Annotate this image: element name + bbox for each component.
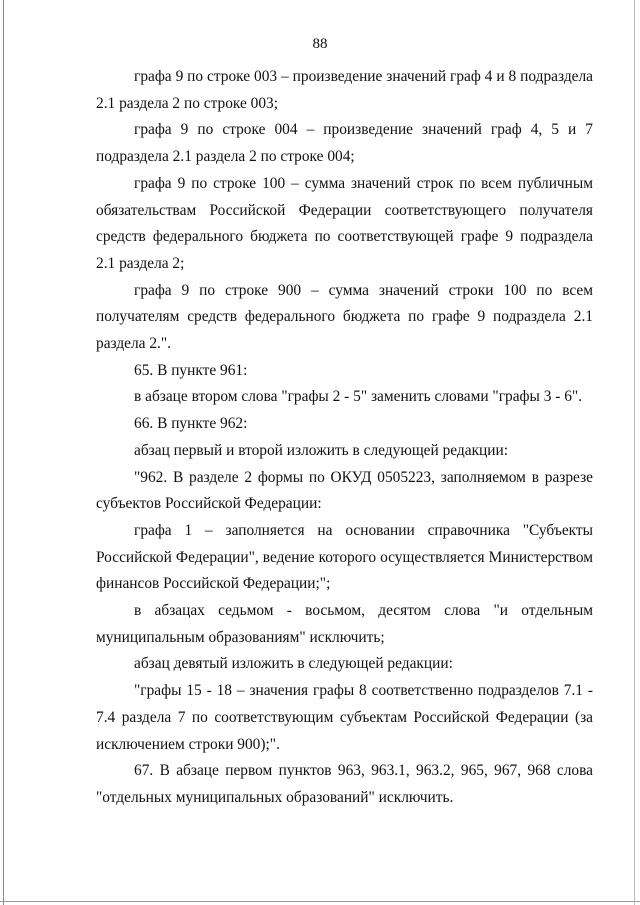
paragraph-grafa-9-stroka-900: графа 9 по строке 900 – сумма значений строки 100 по всем получателям средств федерального бюджета по графе 9 подраздела 2.1 раздела 2.". [96,281,593,353]
paragraph-grafa-9-stroka-004: графа 9 по строке 004 – произведение значений граф 4, 5 и 7 подраздела 2.1 раздела 2 по строке 004; [96,121,593,166]
paragraph-abzac-devyatyy: абзац девятый изложить в следующей редакции: [134,655,453,673]
paragraph-grafa-1: графа 1 – заполняется на основании справочника "Субъекты Российской Федерации", ведение которого осуществляется Министерством финансов Российской Федерации;"; [96,521,593,593]
paragraph-item-66: 66. В пункте 962: [134,415,248,433]
paragraph-grafa-9-stroka-100: графа 9 по строке 100 – сумма значений строк по всем публичным обязательствам Российской Федерации соответствующего получателя средств федерального бюджета по соответствующей графе 9 подраздела 2.1 раздела 2; [96,174,593,272]
page-number: 88 [312,36,328,52]
paragraph-grafy-15-18: "графы 15 - 18 – значения графы 8 соответственно подразделов 7.1 - 7.4 раздела 7 по соответствующим субъектам Российской Федерации (за исключением строки 900);". [96,682,593,753]
paragraph-item-962-quote: "962. В разделе 2 формы по ОКУД 0505223, заполняемом в разрезе субъектов Российской Федерации: [96,468,593,513]
scan-edge-left [3,0,4,905]
paragraph-item-65-text: в абзаце втором слова "графы 2 - 5" заменить словами "графы 3 - 6". [134,388,583,406]
scan-edge-right [634,0,635,905]
paragraph-item-65: 65. В пункте 961: [134,361,248,379]
paragraph-item-67: 67. В абзаце первом пунктов 963, 963.1, 963.2, 965, 967, 968 слова "отдельных муниципальных образований" исключить. [96,762,593,806]
paragraph-abzacy-sedmoy-vosmoy: в абзацах седьмом - восьмом, десятом слова "и отдельным муниципальным образованиям" исключить; [96,602,593,646]
document-body [96,64,593,812]
paragraph-item-66-intro: абзац первый и второй изложить в следующей редакции: [134,441,509,459]
paragraph-grafa-9-stroka-003: графа 9 по строке 003 – произведение значений граф 4 и 8 подраздела 2.1 раздела 2 по строке 003; [96,68,593,112]
scan-edge-bottom [0,901,640,902]
